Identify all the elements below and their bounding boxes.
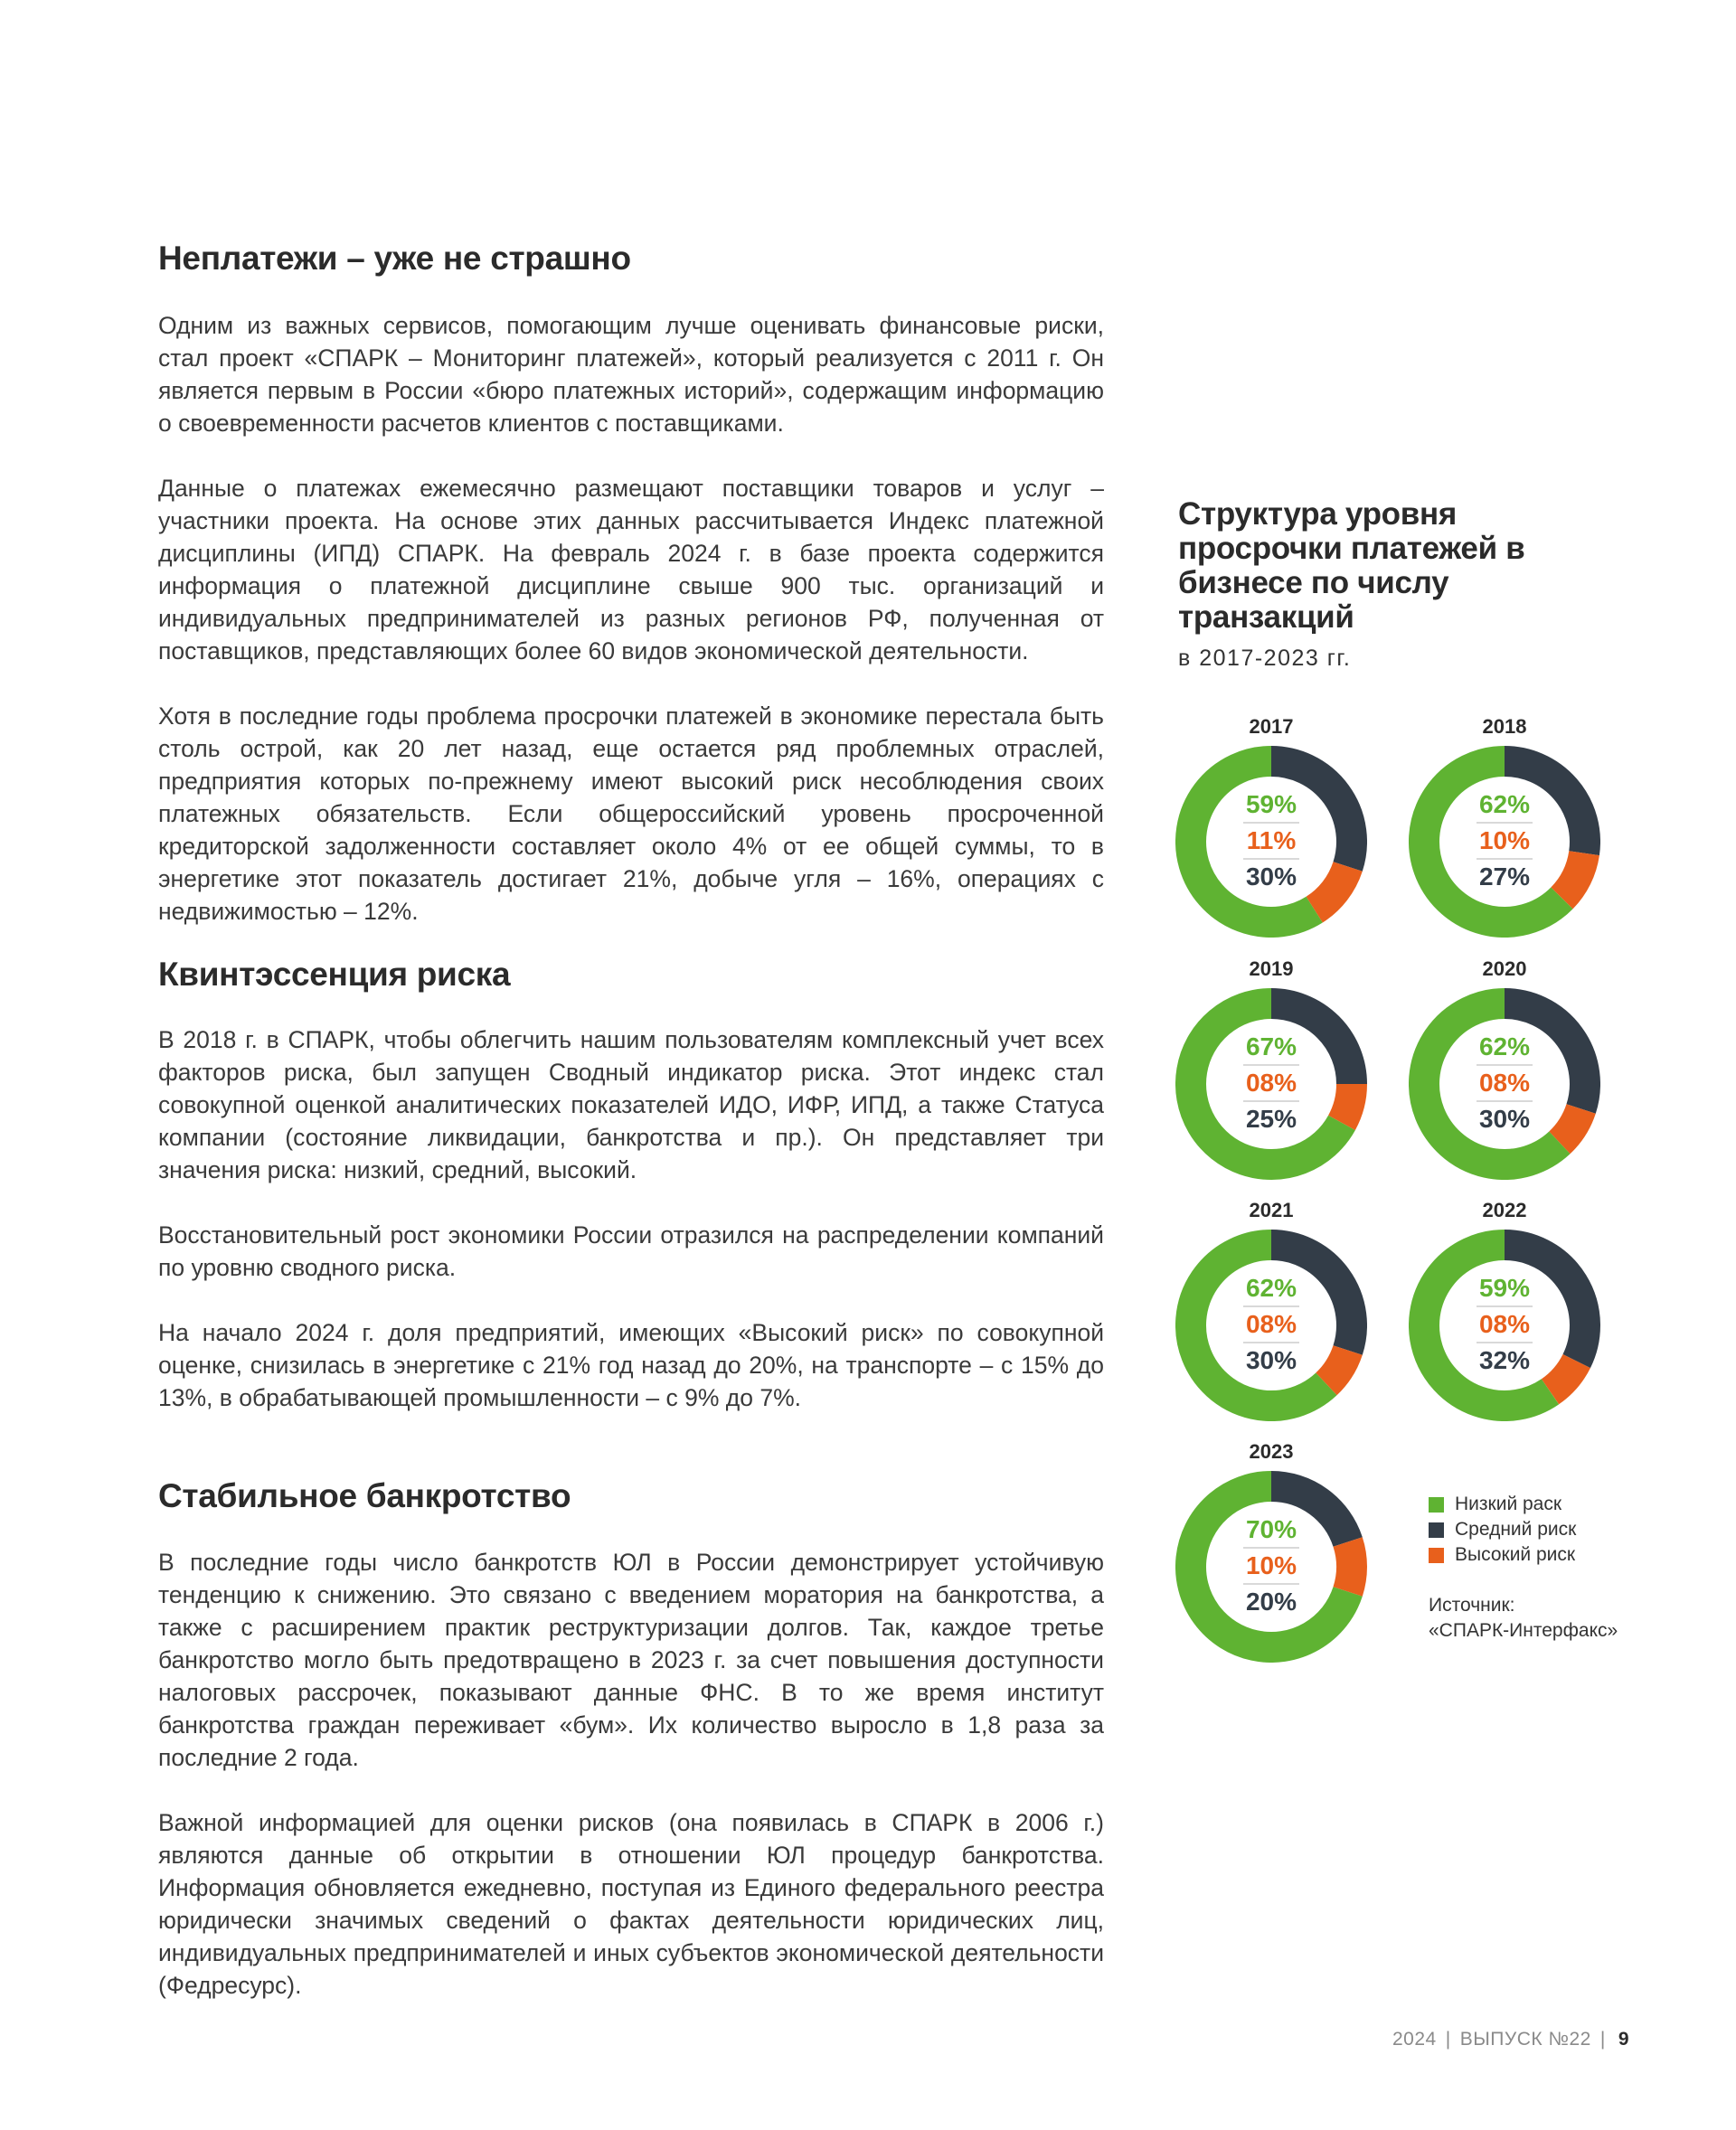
legend-item-medium [1429, 1517, 1576, 1542]
donut-label-medium: 30% [1245, 862, 1297, 891]
donut-center-labels [1459, 1030, 1550, 1136]
donut-center-labels [1226, 1513, 1316, 1619]
paragraph: В 2018 г. в СПАРК, чтобы облегчить нашим пользователям комплексный учет всех факторов риска, был запущен Сводный индикатор риска. Этот индекс стал совокупной оценкой аналитических показателей ИДО, ИФР, ИПД, а также Статуса компании (состояние ликвидации, банкротства и пр.). Он представляет три значения риска: низкий, средний, высокий. [158, 1026, 1104, 1183]
donut-label-medium: 32% [1478, 1346, 1531, 1374]
donut-label-high: 10% [1478, 826, 1531, 854]
footer-issue: ВЫПУСК №22 [1459, 2029, 1591, 2050]
source-label: Источник: [1429, 1595, 1515, 1616]
footer-divider: | [1599, 2029, 1606, 2050]
donut-slice-high [1315, 867, 1348, 910]
donut-slice-high [1348, 1542, 1352, 1592]
donut-slice-high [1560, 1109, 1581, 1143]
legend-item-low [1429, 1492, 1576, 1517]
donut-year-label: 2017 [1249, 715, 1294, 738]
legend-swatch-medium [1429, 1522, 1444, 1538]
paragraph: Данные о платежах ежемесячно размещают поставщики товаров и услуг – участники проекта. На основе этих данных рассчитывается Индекс платежной дисциплины (ИПД) СПАРК. На февраль 2024 г. в базе проекта содержится информация о платежной дисциплине свыше 900 тыс. организаций и индивидуальных предпринимателей из разных регионов РФ, полученная от поставщиков, представляющих более 60 видов экономической деятельности. [158, 475, 1104, 664]
legend-label-low: Низкий раск [1455, 1494, 1562, 1514]
donut-label-high: 08% [1245, 1310, 1297, 1338]
donut-year-label: 2022 [1482, 1199, 1527, 1221]
donut-label-low: 70% [1245, 1515, 1297, 1543]
donut-label-low: 67% [1245, 1032, 1297, 1060]
paragraph: Хотя в последние годы проблема просрочки платежей в экономике перестала быть столь острой, как 20 лет назад, еще остается ряд проблемных отраслей, предприятия которых по-прежнему имеют высокий риск несоблюдения своих платежных обязательств. Если общероссийский уровень просроченной кредиторской задолженности составляет около 4% от ее общей суммы, то в энергетике этот показатель достигает 21%, добыче угля – 16%, операциях с недвижимостью – 12%. [158, 702, 1104, 925]
chart-source [1429, 1593, 1618, 1644]
donut-label-medium: 25% [1245, 1105, 1297, 1133]
donut-center-labels [1459, 1271, 1550, 1378]
donut-label-medium: 20% [1245, 1588, 1297, 1616]
page-number: 9 [1618, 2029, 1629, 2050]
section-heading-risk-quintessence: Квинтэссенция риска [158, 956, 511, 993]
donut-year-label: 2021 [1249, 1199, 1294, 1221]
donut-center-labels [1226, 1030, 1316, 1136]
donut-year-label: 2018 [1482, 715, 1527, 738]
paragraph: Одним из важных сервисов, помогающим лучше оценивать финансовые риски, стал проект «СПАРК – Мониторинг платежей», который реализуется с 2011 г. Он является первым в России «бюро платежных историй», содержащим информацию о своевременности расчетов клиентов с поставщиками. [158, 312, 1104, 437]
section-heading-nonpayments: Неплатежи – уже не страшно [158, 240, 631, 277]
paragraph: Восстановительный рост экономики России отразился на распределении компаний по уровню сводного риска. [158, 1221, 1104, 1281]
paragraph: В последние годы число банкротств ЮЛ в России демонстрирует устойчивую тенденцию к снижению. Это связано с введением моратория на банкротства, а также с расширением практик реструктуризации долгов. Так, каждое третье банкротство могло быть предотвращено в 2023 г. за счет повышения доступности налоговых рассрочек, показывают данные ФНС. В то же время институт банкротства граждан переживает «бум». Их количество выросло в 1,8 раза за последние 2 года. [158, 1549, 1104, 1771]
donut-slice-high [1561, 853, 1584, 899]
legend-label-high: Высокий риск [1455, 1544, 1576, 1565]
legend-swatch-low [1429, 1497, 1444, 1513]
donut-label-low: 59% [1478, 1274, 1531, 1302]
source-name: «СПАРК-Интерфакс» [1429, 1620, 1618, 1641]
donut-label-high: 08% [1478, 1069, 1531, 1097]
page-footer [1392, 2029, 1629, 2050]
donut-year-label: 2023 [1249, 1440, 1294, 1463]
chart-legend [1429, 1492, 1576, 1568]
section-heading-stable-bankruptcy: Стабильное банкротство [158, 1477, 571, 1514]
donut-year-label: 2019 [1249, 957, 1294, 980]
donut-center-labels [1226, 1271, 1316, 1378]
donut-label-high: 08% [1245, 1069, 1297, 1097]
donut-year-label: 2020 [1482, 957, 1527, 980]
chart-subtitle: в 2017-2023 гг. [1178, 646, 1352, 671]
footer-divider: | [1445, 2029, 1451, 2050]
donut-slice-high [1342, 1084, 1352, 1123]
donut-label-low: 62% [1245, 1274, 1297, 1302]
paragraph: На начало 2024 г. доля предприятий, имеющих «Высокий риск» по совокупной оценке, снизилась в энергетике с 21% год назад до 20%, на транспорте – с 15% до 13%, в обрабатывающей промышленности – с 9% до 7%. [158, 1319, 1104, 1411]
donut-label-high: 11% [1246, 826, 1297, 854]
donut-slice-high [1550, 1362, 1576, 1392]
legend-label-medium: Средний риск [1455, 1519, 1577, 1540]
donut-center-labels [1459, 787, 1550, 894]
legend-swatch-high [1429, 1548, 1444, 1563]
chart-title: Структура уровня просрочки платежей в бизнесе по числу транзакций [1178, 496, 1525, 635]
donut-label-low: 59% [1245, 790, 1297, 818]
donut-label-medium: 30% [1245, 1346, 1297, 1374]
donut-slice-high [1326, 1351, 1348, 1384]
donut-label-low: 62% [1478, 1032, 1531, 1060]
donut-label-medium: 30% [1478, 1105, 1531, 1133]
donut-center-labels [1226, 787, 1316, 894]
donut-label-low: 62% [1478, 790, 1531, 818]
donut-label-high: 08% [1478, 1310, 1531, 1338]
paragraph: Важной информацией для оценки рисков (она появилась в СПАРК в 2006 г.) являются данные об открытии в отношении ЮЛ процедур банкротства. Информация обновляется ежедневно, поступая из Единого федерального реестра юридически значимых сведений о фактах деятельности юридических лиц, индивидуальных предпринимателей и иных субъектов экономической деятельности (Федресурс). [158, 1809, 1104, 1999]
donut-label-medium: 27% [1478, 862, 1531, 891]
footer-year: 2024 [1392, 2029, 1437, 2050]
donut-label-high: 10% [1245, 1551, 1297, 1579]
legend-item-high [1429, 1542, 1576, 1568]
